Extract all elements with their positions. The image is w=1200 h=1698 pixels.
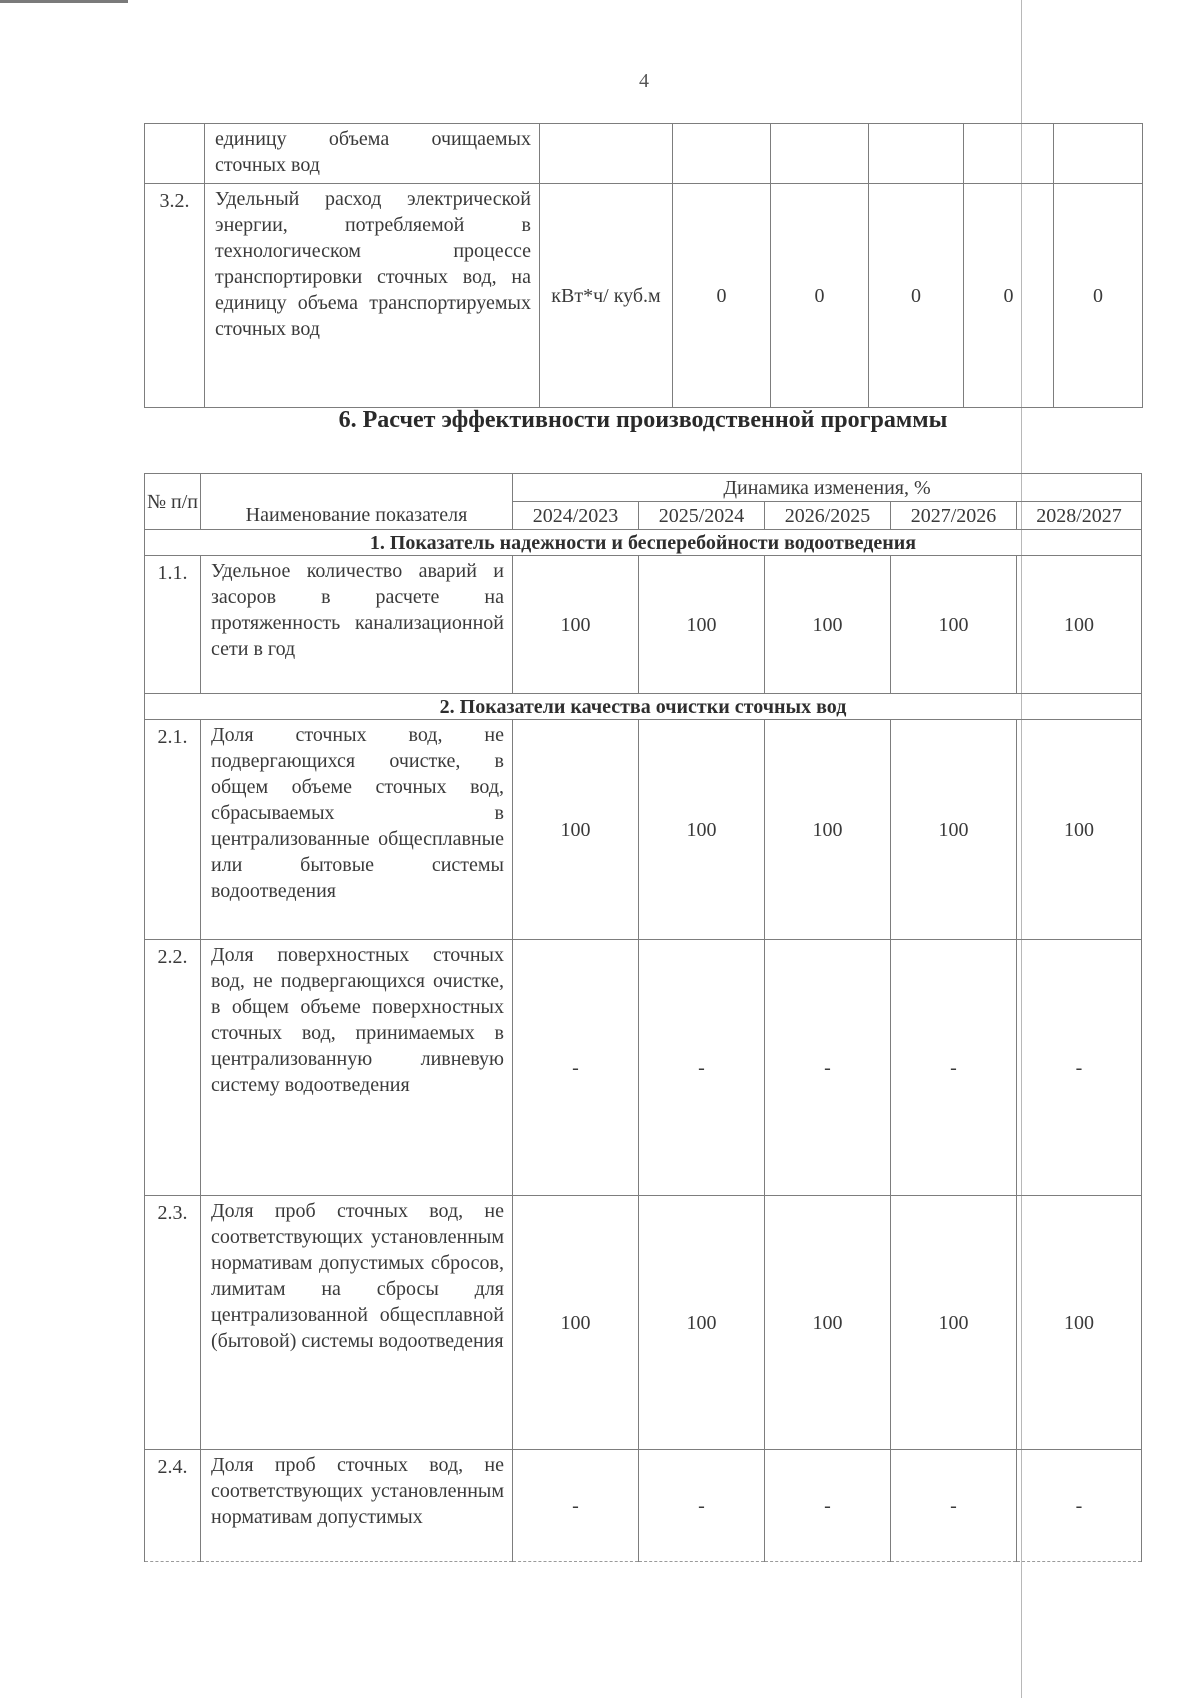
table-row [145,124,1143,184]
indicator-name: Доля поверхностных сточных вод, не подвергающихся очистке, в общем объеме поверхностных сточных вод, принимаемых в централизованную ливневую систему водоотведения [201,940,513,1196]
row-number: 2.3. [145,1196,201,1450]
unit-cell [540,124,673,184]
table-row [145,1450,1142,1562]
scan-edge-mark [0,0,128,3]
value-cell: 0 [964,184,1054,408]
table-header-row [145,474,1142,502]
group-title: 1. Показатель надежности и бесперебойности водоотведения [145,530,1142,556]
value-cell: 100 [513,720,639,940]
value-cell: 100 [1017,556,1142,694]
table-row [145,556,1142,694]
value-cell: 100 [513,556,639,694]
row-number: 2.4. [145,1450,201,1562]
header-period: 2024/2023 [513,502,639,530]
value-cell: 100 [891,556,1017,694]
value-cell: 100 [891,1196,1017,1450]
value-cell: 100 [891,720,1017,940]
value-cell: - [765,940,891,1196]
value-cell: 0 [869,184,964,408]
group-title: 2. Показатели качества очистки сточных вод [145,694,1142,720]
efficiency-table [144,473,1142,1562]
table-row [145,1196,1142,1450]
header-dynamics: Динамика изменения, % [513,474,1142,502]
table-row [145,940,1142,1196]
value-cell [869,124,964,184]
indicator-name: Доля сточных вод, не подвергающихся очистке, в общем объеме сточных вод, сбрасываемых в централизованные общесплавные или бытовые системы водоотведения [201,720,513,940]
row-number: 1.1. [145,556,201,694]
value-cell: 100 [513,1196,639,1450]
value-cell: - [891,1450,1017,1562]
value-cell: - [1017,940,1142,1196]
value-cell: - [513,940,639,1196]
value-cell: 0 [1054,184,1143,408]
group-row [145,694,1142,720]
table-row [145,720,1142,940]
header-period: 2026/2025 [765,502,891,530]
value-cell [964,124,1054,184]
value-cell: 100 [639,1196,765,1450]
row-number: 3.2. [145,184,205,408]
header-period: 2025/2024 [639,502,765,530]
indicator-name: единицу объема очищаемых сточных вод [205,124,540,184]
value-cell: 100 [639,556,765,694]
row-number: 2.2. [145,940,201,1196]
value-cell: 100 [1017,1196,1142,1450]
header-number: № п/п [145,474,201,530]
row-number [145,124,205,184]
unit-cell: кВт*ч/ куб.м [540,184,673,408]
value-cell: - [513,1450,639,1562]
value-cell: 100 [1017,720,1142,940]
indicator-name: Удельное количество аварий и засоров в расчете на протяженность канализационной сети в год [201,556,513,694]
row-number: 2.1. [145,720,201,940]
header-period: 2027/2026 [891,502,1017,530]
value-cell [771,124,869,184]
group-row [145,530,1142,556]
value-cell: - [1017,1450,1142,1562]
value-cell: 100 [765,1196,891,1450]
indicators-table-continued [144,123,1143,408]
value-cell [673,124,771,184]
header-period: 2028/2027 [1017,502,1142,530]
value-cell [1054,124,1143,184]
value-cell: 100 [765,556,891,694]
indicator-name: Удельный расход электрической энергии, потребляемой в технологическом процессе транспортировки сточных вод, на единицу объема транспортируемых сточных вод [205,184,540,408]
value-cell: 100 [765,720,891,940]
value-cell: - [765,1450,891,1562]
value-cell: - [639,1450,765,1562]
value-cell: - [891,940,1017,1196]
value-cell: 0 [673,184,771,408]
value-cell: 0 [771,184,869,408]
indicator-name: Доля проб сточных вод, не соответствующих установленным нормативам допустимых сбросов, лимитам на сбросы для централизованной общесплавной (бытовой) системы водоотведения [201,1196,513,1450]
section-title: 6. Расчет эффективности производственной программы [338,407,948,433]
indicator-name: Доля проб сточных вод, не соответствующих установленным нормативам допустимых [201,1450,513,1562]
table-row [145,184,1143,408]
value-cell: - [639,940,765,1196]
value-cell: 100 [639,720,765,940]
page-number: 4 [639,70,649,92]
header-indicator-name: Наименование показателя [201,474,513,530]
